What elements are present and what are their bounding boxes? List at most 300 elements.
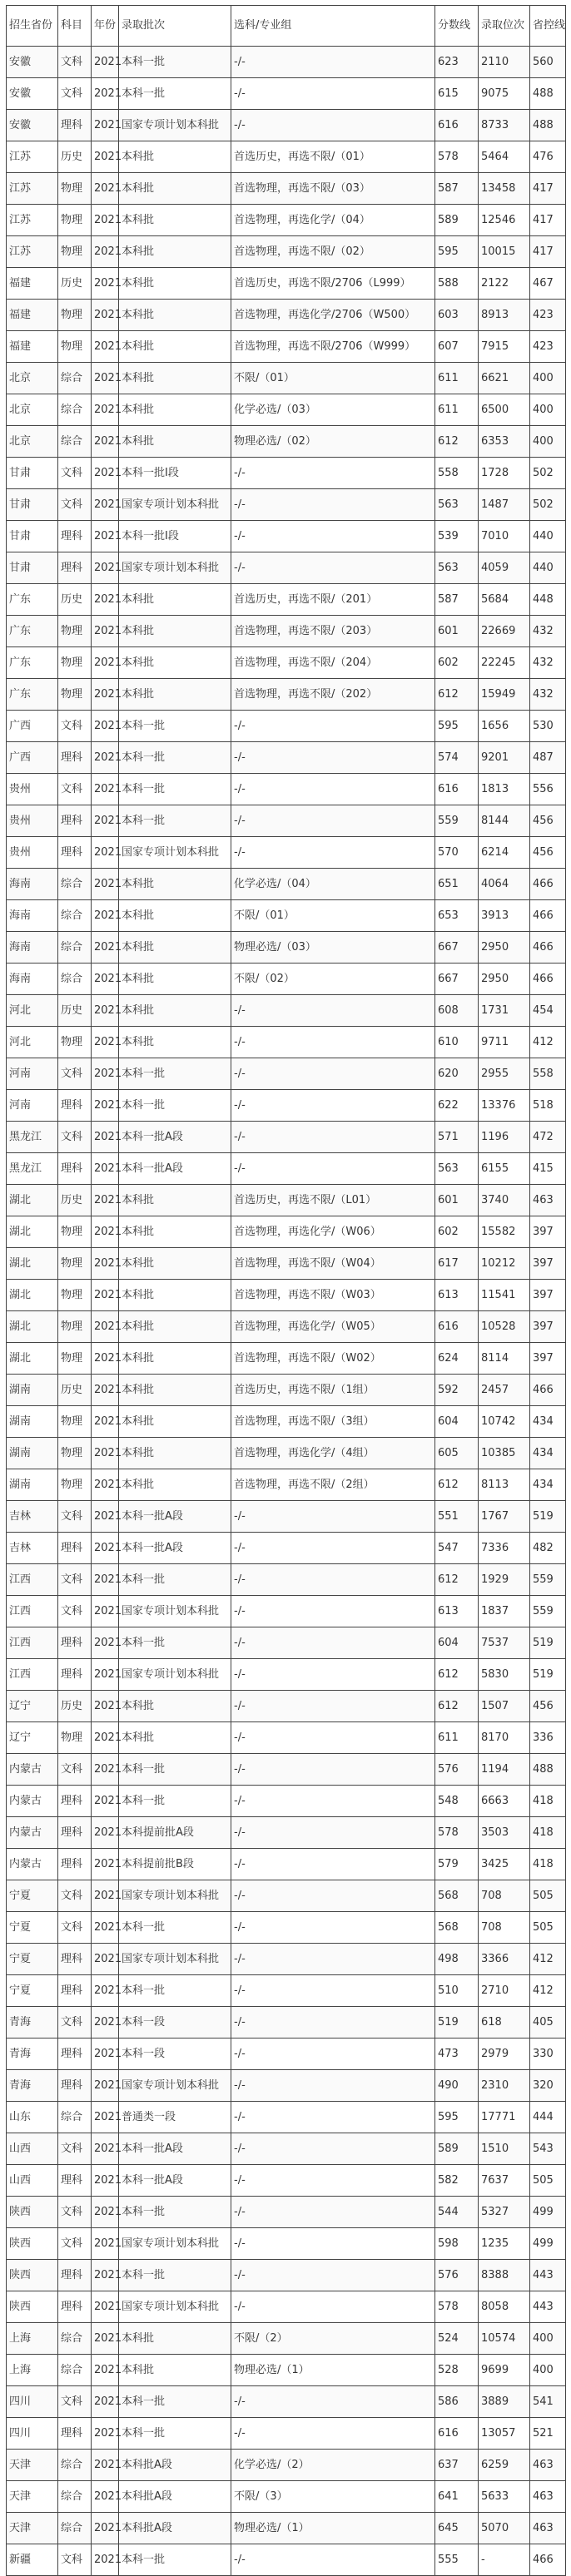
score-cell: 586	[435, 2386, 479, 2418]
control-line-cell: 454	[530, 995, 566, 1027]
control-line-cell: 456	[530, 1691, 566, 1722]
subject-group-cell: 首选物理，再选不限/（3组）	[231, 1406, 435, 1438]
subject-cell: 综合	[58, 932, 92, 964]
rank-cell: 10528	[479, 1311, 530, 1343]
control-line-cell: 397	[530, 1311, 566, 1343]
table-row	[7, 2165, 566, 2197]
table-row	[7, 2007, 566, 2039]
control-line-cell: 463	[530, 1185, 566, 1216]
score-cell: 587	[435, 584, 479, 616]
rank-cell: 9075	[479, 78, 530, 110]
batch-cell: 本科一批I段	[119, 458, 231, 489]
subject-group-cell: -/-	[231, 2197, 435, 2228]
year-cell: 2021	[92, 647, 119, 679]
subject-group-cell: -/-	[231, 1880, 435, 1912]
header-rank: 录取位次	[479, 6, 530, 47]
province-cell: 河北	[7, 995, 58, 1027]
table-row	[7, 1849, 566, 1880]
score-cell: 624	[435, 1343, 479, 1375]
table-body	[7, 47, 566, 2576]
subject-group-cell: -/-	[231, 552, 435, 584]
year-cell: 2021	[92, 1912, 119, 1944]
subject-group-cell: 首选物理，再选化学/（04）	[231, 205, 435, 236]
subject-cell: 文科	[58, 774, 92, 805]
score-cell: 617	[435, 1248, 479, 1280]
year-cell: 2021	[92, 1722, 119, 1754]
batch-cell: 本科一批	[119, 1090, 231, 1122]
year-cell: 2021	[92, 458, 119, 489]
score-cell: 563	[435, 489, 479, 521]
province-cell: 青海	[7, 2070, 58, 2102]
batch-cell: 本科一批	[119, 1975, 231, 2007]
batch-cell: 本科一批	[119, 1564, 231, 1596]
subject-cell: 物理	[58, 1280, 92, 1311]
batch-cell: 本科一批I段	[119, 521, 231, 552]
score-cell: 510	[435, 1975, 479, 2007]
year-cell: 2021	[92, 1849, 119, 1880]
header-subject-group: 选科/专业组	[231, 6, 435, 47]
table-row	[7, 869, 566, 900]
batch-cell: 本科批	[119, 1691, 231, 1722]
control-line-cell: 405	[530, 2007, 566, 2039]
score-cell: 576	[435, 1754, 479, 1786]
rank-cell: 2950	[479, 964, 530, 995]
table-row	[7, 805, 566, 837]
rank-cell: 9201	[479, 742, 530, 774]
rank-cell: 1507	[479, 1691, 530, 1722]
year-cell: 2021	[92, 2291, 119, 2323]
control-line-cell: 466	[530, 2544, 566, 2576]
year-cell: 2021	[92, 1153, 119, 1185]
rank-cell: 2110	[479, 47, 530, 78]
year-cell: 2021	[92, 2007, 119, 2039]
subject-cell: 理科	[58, 1090, 92, 1122]
province-cell: 海南	[7, 869, 58, 900]
rank-cell: 7336	[479, 1533, 530, 1564]
province-cell: 内蒙古	[7, 1786, 58, 1817]
score-cell: 589	[435, 205, 479, 236]
control-line-cell: 558	[530, 1058, 566, 1090]
table-row	[7, 458, 566, 489]
subject-group-cell: -/-	[231, 837, 435, 869]
batch-cell: 国家专项计划本科批	[119, 489, 231, 521]
rank-cell: 5464	[479, 141, 530, 173]
province-cell: 内蒙古	[7, 1817, 58, 1849]
province-cell: 江苏	[7, 236, 58, 268]
year-cell: 2021	[92, 1533, 119, 1564]
subject-group-cell: 首选物理，再选不限/（02）	[231, 236, 435, 268]
score-cell: 667	[435, 964, 479, 995]
subject-group-cell: -/-	[231, 2291, 435, 2323]
score-cell: 598	[435, 2228, 479, 2260]
subject-cell: 理科	[58, 2039, 92, 2070]
year-cell: 2021	[92, 1659, 119, 1691]
score-cell: 613	[435, 1596, 479, 1627]
rank-cell: 6214	[479, 837, 530, 869]
year-cell: 2021	[92, 141, 119, 173]
score-cell: 571	[435, 1122, 479, 1153]
batch-cell: 本科批	[119, 363, 231, 394]
header-subject: 科目	[58, 6, 92, 47]
rank-cell: 8144	[479, 805, 530, 837]
year-cell: 2021	[92, 1122, 119, 1153]
province-cell: 辽宁	[7, 1722, 58, 1754]
province-cell: 陕西	[7, 2291, 58, 2323]
score-cell: 610	[435, 1027, 479, 1058]
year-cell: 2021	[92, 1975, 119, 2007]
year-cell: 2021	[92, 2386, 119, 2418]
score-cell: 558	[435, 458, 479, 489]
province-cell: 北京	[7, 426, 58, 458]
batch-cell: 本科批	[119, 236, 231, 268]
year-cell: 2021	[92, 742, 119, 774]
year-cell: 2021	[92, 2355, 119, 2386]
rank-cell: 6500	[479, 394, 530, 426]
subject-cell: 综合	[58, 2450, 92, 2481]
header-province: 招生省份	[7, 6, 58, 47]
subject-group-cell: 物理必选/（02）	[231, 426, 435, 458]
rank-cell: 5327	[479, 2197, 530, 2228]
province-cell: 广西	[7, 742, 58, 774]
batch-cell: 本科批	[119, 679, 231, 711]
control-line-cell: 400	[530, 394, 566, 426]
province-cell: 四川	[7, 2386, 58, 2418]
year-cell: 2021	[92, 2165, 119, 2197]
province-cell: 辽宁	[7, 1691, 58, 1722]
score-cell: 641	[435, 2481, 479, 2513]
table-row	[7, 1912, 566, 1944]
province-cell: 湖南	[7, 1406, 58, 1438]
province-cell: 宁夏	[7, 1944, 58, 1975]
subject-group-cell: -/-	[231, 489, 435, 521]
subject-cell: 历史	[58, 1691, 92, 1722]
table-row	[7, 1343, 566, 1375]
batch-cell: 本科一批	[119, 2260, 231, 2291]
province-cell: 黑龙江	[7, 1122, 58, 1153]
year-cell: 2021	[92, 1564, 119, 1596]
score-cell: 612	[435, 1659, 479, 1691]
rank-cell: 3425	[479, 1849, 530, 1880]
province-cell: 宁夏	[7, 1880, 58, 1912]
batch-cell: 本科批	[119, 995, 231, 1027]
subject-group-cell: -/-	[231, 2386, 435, 2418]
subject-group-cell: 首选历史，再选不限/（1组）	[231, 1375, 435, 1406]
province-cell: 内蒙古	[7, 1849, 58, 1880]
control-line-cell: 400	[530, 2355, 566, 2386]
batch-cell: 本科批	[119, 869, 231, 900]
score-cell: 612	[435, 1691, 479, 1722]
province-cell: 湖南	[7, 1438, 58, 1469]
rank-cell: 8114	[479, 1343, 530, 1375]
table-row	[7, 2323, 566, 2355]
subject-group-cell: -/-	[231, 47, 435, 78]
table-row	[7, 1122, 566, 1153]
year-cell: 2021	[92, 1248, 119, 1280]
table-row	[7, 1090, 566, 1122]
table-row	[7, 1817, 566, 1849]
control-line-cell: 505	[530, 2165, 566, 2197]
year-cell: 2021	[92, 173, 119, 205]
batch-cell: 本科批	[119, 1438, 231, 1469]
score-cell: 608	[435, 995, 479, 1027]
rank-cell: 8733	[479, 110, 530, 141]
control-line-cell: 519	[530, 1627, 566, 1659]
year-cell: 2021	[92, 2513, 119, 2544]
year-cell: 2021	[92, 2228, 119, 2260]
score-cell: 604	[435, 1627, 479, 1659]
rank-cell: 1813	[479, 774, 530, 805]
rank-cell: 6353	[479, 426, 530, 458]
subject-cell: 物理	[58, 1216, 92, 1248]
control-line-cell: 443	[530, 2260, 566, 2291]
batch-cell: 本科批	[119, 2323, 231, 2355]
control-line-cell: 556	[530, 774, 566, 805]
table-row	[7, 1438, 566, 1469]
score-cell: 539	[435, 521, 479, 552]
control-line-cell: 417	[530, 173, 566, 205]
score-cell: 568	[435, 1912, 479, 1944]
year-cell: 2021	[92, 837, 119, 869]
header-year: 年份	[92, 6, 119, 47]
table-row	[7, 995, 566, 1027]
table-row	[7, 1153, 566, 1185]
province-cell: 江西	[7, 1596, 58, 1627]
table-row	[7, 1216, 566, 1248]
subject-cell: 文科	[58, 2386, 92, 2418]
rank-cell: 5633	[479, 2481, 530, 2513]
rank-cell: 13458	[479, 173, 530, 205]
batch-cell: 本科一批	[119, 805, 231, 837]
province-cell: 江苏	[7, 141, 58, 173]
batch-cell: 本科一批	[119, 2197, 231, 2228]
subject-group-cell: 首选物理，再选不限/（W02）	[231, 1343, 435, 1375]
rank-cell: 11541	[479, 1280, 530, 1311]
rank-cell: 9699	[479, 2355, 530, 2386]
rank-cell: 15582	[479, 1216, 530, 1248]
year-cell: 2021	[92, 2102, 119, 2133]
table-row	[7, 1880, 566, 1912]
year-cell: 2021	[92, 995, 119, 1027]
table-row	[7, 426, 566, 458]
score-cell: 616	[435, 774, 479, 805]
rank-cell: 7637	[479, 2165, 530, 2197]
subject-cell: 理科	[58, 837, 92, 869]
subject-cell: 物理	[58, 1248, 92, 1280]
province-cell: 海南	[7, 900, 58, 932]
subject-group-cell: 首选历史，再选不限/（01）	[231, 141, 435, 173]
subject-group-cell: -/-	[231, 1027, 435, 1058]
control-line-cell: 417	[530, 236, 566, 268]
control-line-cell: 505	[530, 1880, 566, 1912]
control-line-cell: 412	[530, 1944, 566, 1975]
subject-cell: 物理	[58, 1406, 92, 1438]
subject-group-cell: -/-	[231, 1090, 435, 1122]
table-row	[7, 552, 566, 584]
batch-cell: 本科批	[119, 331, 231, 363]
subject-cell: 理科	[58, 1153, 92, 1185]
rank-cell: 708	[479, 1880, 530, 1912]
rank-cell: 8913	[479, 300, 530, 331]
province-cell: 湖北	[7, 1216, 58, 1248]
batch-cell: 本科批	[119, 584, 231, 616]
subject-group-cell: 首选物理，再选不限/（202）	[231, 679, 435, 711]
batch-cell: 本科一批	[119, 1058, 231, 1090]
subject-cell: 理科	[58, 1975, 92, 2007]
score-cell: 602	[435, 1216, 479, 1248]
year-cell: 2021	[92, 616, 119, 647]
control-line-cell: 488	[530, 1754, 566, 1786]
control-line-cell: 415	[530, 1153, 566, 1185]
score-cell: 548	[435, 1786, 479, 1817]
rank-cell: 1837	[479, 1596, 530, 1627]
batch-cell: 国家专项计划本科批	[119, 2291, 231, 2323]
table-row	[7, 2481, 566, 2513]
score-cell: 579	[435, 1849, 479, 1880]
batch-cell: 国家专项计划本科批	[119, 1596, 231, 1627]
table-row	[7, 1311, 566, 1343]
subject-group-cell: -/-	[231, 1659, 435, 1691]
subject-group-cell: -/-	[231, 995, 435, 1027]
table-row	[7, 205, 566, 236]
batch-cell: 本科一段	[119, 2039, 231, 2070]
year-cell: 2021	[92, 236, 119, 268]
rank-cell: 618	[479, 2007, 530, 2039]
subject-group-cell: 首选物理，再选不限/2706（W999）	[231, 331, 435, 363]
score-cell: 651	[435, 869, 479, 900]
score-cell: 528	[435, 2355, 479, 2386]
subject-group-cell: -/-	[231, 1533, 435, 1564]
control-line-cell: 397	[530, 1248, 566, 1280]
rank-cell: 708	[479, 1912, 530, 1944]
subject-cell: 理科	[58, 2260, 92, 2291]
province-cell: 黑龙江	[7, 1153, 58, 1185]
subject-cell: 理科	[58, 2165, 92, 2197]
batch-cell: 本科一批A段	[119, 2165, 231, 2197]
score-cell: 595	[435, 711, 479, 742]
batch-cell: 本科批	[119, 1248, 231, 1280]
subject-group-cell: -/-	[231, 1058, 435, 1090]
table-row	[7, 2228, 566, 2260]
batch-cell: 本科批	[119, 2355, 231, 2386]
batch-cell: 本科批	[119, 900, 231, 932]
subject-group-cell: 首选物理，再选不限/（2组）	[231, 1469, 435, 1501]
rank-cell: 22669	[479, 616, 530, 647]
rank-cell: 8058	[479, 2291, 530, 2323]
year-cell: 2021	[92, 78, 119, 110]
table-row	[7, 1469, 566, 1501]
province-cell: 宁夏	[7, 1912, 58, 1944]
batch-cell: 本科一批A段	[119, 1153, 231, 1185]
subject-cell: 理科	[58, 2418, 92, 2450]
score-cell: 607	[435, 331, 479, 363]
subject-cell: 综合	[58, 2513, 92, 2544]
rank-cell: 1196	[479, 1122, 530, 1153]
batch-cell: 本科批	[119, 647, 231, 679]
control-line-cell: 505	[530, 1912, 566, 1944]
province-cell: 湖北	[7, 1248, 58, 1280]
subject-cell: 物理	[58, 616, 92, 647]
subject-group-cell: 首选物理，再选化学/（W05）	[231, 1311, 435, 1343]
batch-cell: 本科一批A段	[119, 1122, 231, 1153]
province-cell: 海南	[7, 932, 58, 964]
rank-cell: 13376	[479, 1090, 530, 1122]
year-cell: 2021	[92, 774, 119, 805]
subject-group-cell: -/-	[231, 1912, 435, 1944]
province-cell: 湖北	[7, 1311, 58, 1343]
subject-cell: 文科	[58, 1912, 92, 1944]
rank-cell: 4059	[479, 552, 530, 584]
province-cell: 河南	[7, 1058, 58, 1090]
subject-group-cell: 物理必选/（1）	[231, 2513, 435, 2544]
year-cell: 2021	[92, 2133, 119, 2165]
table-row	[7, 1786, 566, 1817]
score-cell: 616	[435, 2418, 479, 2450]
province-cell: 上海	[7, 2355, 58, 2386]
control-line-cell: 482	[530, 1533, 566, 1564]
score-cell: 611	[435, 363, 479, 394]
subject-cell: 理科	[58, 1849, 92, 1880]
subject-group-cell: 首选物理，再选化学/（4组）	[231, 1438, 435, 1469]
subject-group-cell: 物理必选/（1）	[231, 2355, 435, 2386]
table-row	[7, 1564, 566, 1596]
rank-cell: 6259	[479, 2450, 530, 2481]
rank-cell: 5684	[479, 584, 530, 616]
subject-group-cell: -/-	[231, 1849, 435, 1880]
subject-group-cell: -/-	[231, 711, 435, 742]
table-row	[7, 679, 566, 711]
header-score: 分数线	[435, 6, 479, 47]
score-cell: 616	[435, 110, 479, 141]
score-cell: 547	[435, 1533, 479, 1564]
year-cell: 2021	[92, 1501, 119, 1533]
subject-group-cell: -/-	[231, 1754, 435, 1786]
score-cell: 578	[435, 141, 479, 173]
table-row	[7, 141, 566, 173]
province-cell: 贵州	[7, 805, 58, 837]
score-cell: 603	[435, 300, 479, 331]
control-line-cell: 519	[530, 1501, 566, 1533]
year-cell: 2021	[92, 1311, 119, 1343]
rank-cell: -	[479, 2544, 530, 2576]
batch-cell: 本科一批	[119, 1627, 231, 1659]
rank-cell: 7010	[479, 521, 530, 552]
year-cell: 2021	[92, 964, 119, 995]
subject-group-cell: -/-	[231, 2039, 435, 2070]
rank-cell: 2457	[479, 1375, 530, 1406]
province-cell: 陕西	[7, 2228, 58, 2260]
table-row	[7, 1691, 566, 1722]
subject-cell: 理科	[58, 742, 92, 774]
year-cell: 2021	[92, 2260, 119, 2291]
batch-cell: 国家专项计划本科批	[119, 2228, 231, 2260]
control-line-cell: 440	[530, 552, 566, 584]
subject-group-cell: 不限/（01）	[231, 900, 435, 932]
batch-cell: 本科一批	[119, 47, 231, 78]
rank-cell: 13057	[479, 2418, 530, 2450]
year-cell: 2021	[92, 489, 119, 521]
batch-cell: 本科批	[119, 1375, 231, 1406]
rank-cell: 2310	[479, 2070, 530, 2102]
control-line-cell: 432	[530, 679, 566, 711]
score-cell: 612	[435, 679, 479, 711]
subject-cell: 历史	[58, 141, 92, 173]
subject-cell: 理科	[58, 1533, 92, 1564]
score-cell: 602	[435, 647, 479, 679]
province-cell: 北京	[7, 394, 58, 426]
score-cell: 620	[435, 1058, 479, 1090]
province-cell: 江西	[7, 1659, 58, 1691]
subject-group-cell: 不限/（02）	[231, 964, 435, 995]
